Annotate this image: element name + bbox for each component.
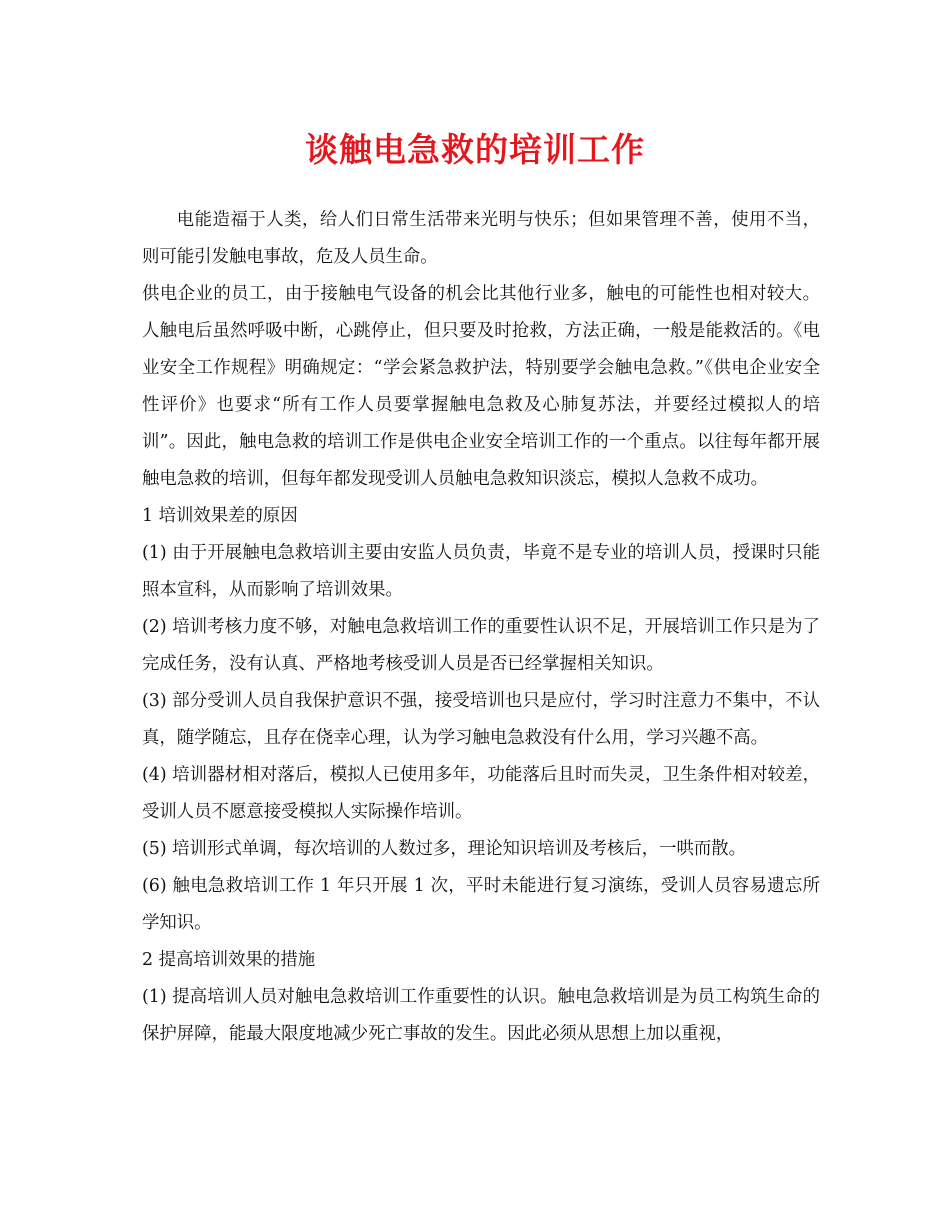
list-item-cause-2: (2) 培训考核力度不够，对触电急救培训工作的重要性认识不足，开展培训工作只是为了完成任务，没有认真、严格地考核受训人员是否已经掌握相关知识。 — [142, 617, 820, 674]
list-item-measure-1: (1) 提高培训人员对触电急救培训工作重要性的认识。触电急救培训是为员工构筑生命的保护屏障，能最大限度地减少死亡事故的发生。因此必须从思想上加以重视， — [142, 987, 820, 1044]
list-item-cause-4: (4) 培训器材相对落后，模拟人已使用多年，功能落后且时而失灵，卫生条件相对较差，受训人员不愿意接受模拟人实际操作培训。 — [142, 765, 820, 822]
document-title: 谈触电急救的培训工作 — [305, 130, 645, 169]
paragraph-background: 供电企业的员工，由于接触电气设备的机会比其他行业多，触电的可能性也相对较大。人触电后虽然呼吸中断，心跳停止，但只要及时抢救，方法正确，一般是能救活的。《电业安全工作规程》明确规定：“学会紧急救护法，特别要学会触电急救。”《供电企业安全性评价》也要求“所有工作人员要掌握触电急救及心肺复苏法，并要经过模拟人的培训”。因此，触电急救的培训工作是供电企业安全培训工作的一个重点。以往每年都开展触电急救的培训，但每年都发现受训人员触电急救知识淡忘，模拟人急救不成功。 — [142, 284, 820, 489]
list-item-cause-6: (6) 触电急救培训工作 1 年只开展 1 次，平时未能进行复习演练，受训人员容易遗忘所学知识。 — [142, 876, 820, 933]
list-item-cause-1: (1) 由于开展触电急救培训主要由安监人员负责，毕竟不是专业的培训人员，授课时只能照本宣科，从而影响了培训效果。 — [142, 543, 820, 600]
section-heading-causes: 1 培训效果差的原因 — [142, 506, 298, 526]
list-item-cause-3: (3) 部分受训人员自我保护意识不强，接受培训也只是应付，学习时注意力不集中，不认真，随学随忘，且存在侥幸心理，认为学习触电急救没有什么用，学习兴趣不高。 — [142, 691, 820, 748]
paragraph-intro: 电能造福于人类，给人们日常生活带来光明与快乐；但如果管理不善，使用不当，则可能引发触电事故，危及人员生命。 — [142, 210, 820, 267]
document-body — [142, 202, 820, 1053]
list-item-cause-5: (5) 培训形式单调，每次培训的人数过多，理论知识培训及考核后，一哄而散。 — [142, 839, 747, 859]
section-heading-measures: 2 提高培训效果的措施 — [142, 950, 316, 970]
